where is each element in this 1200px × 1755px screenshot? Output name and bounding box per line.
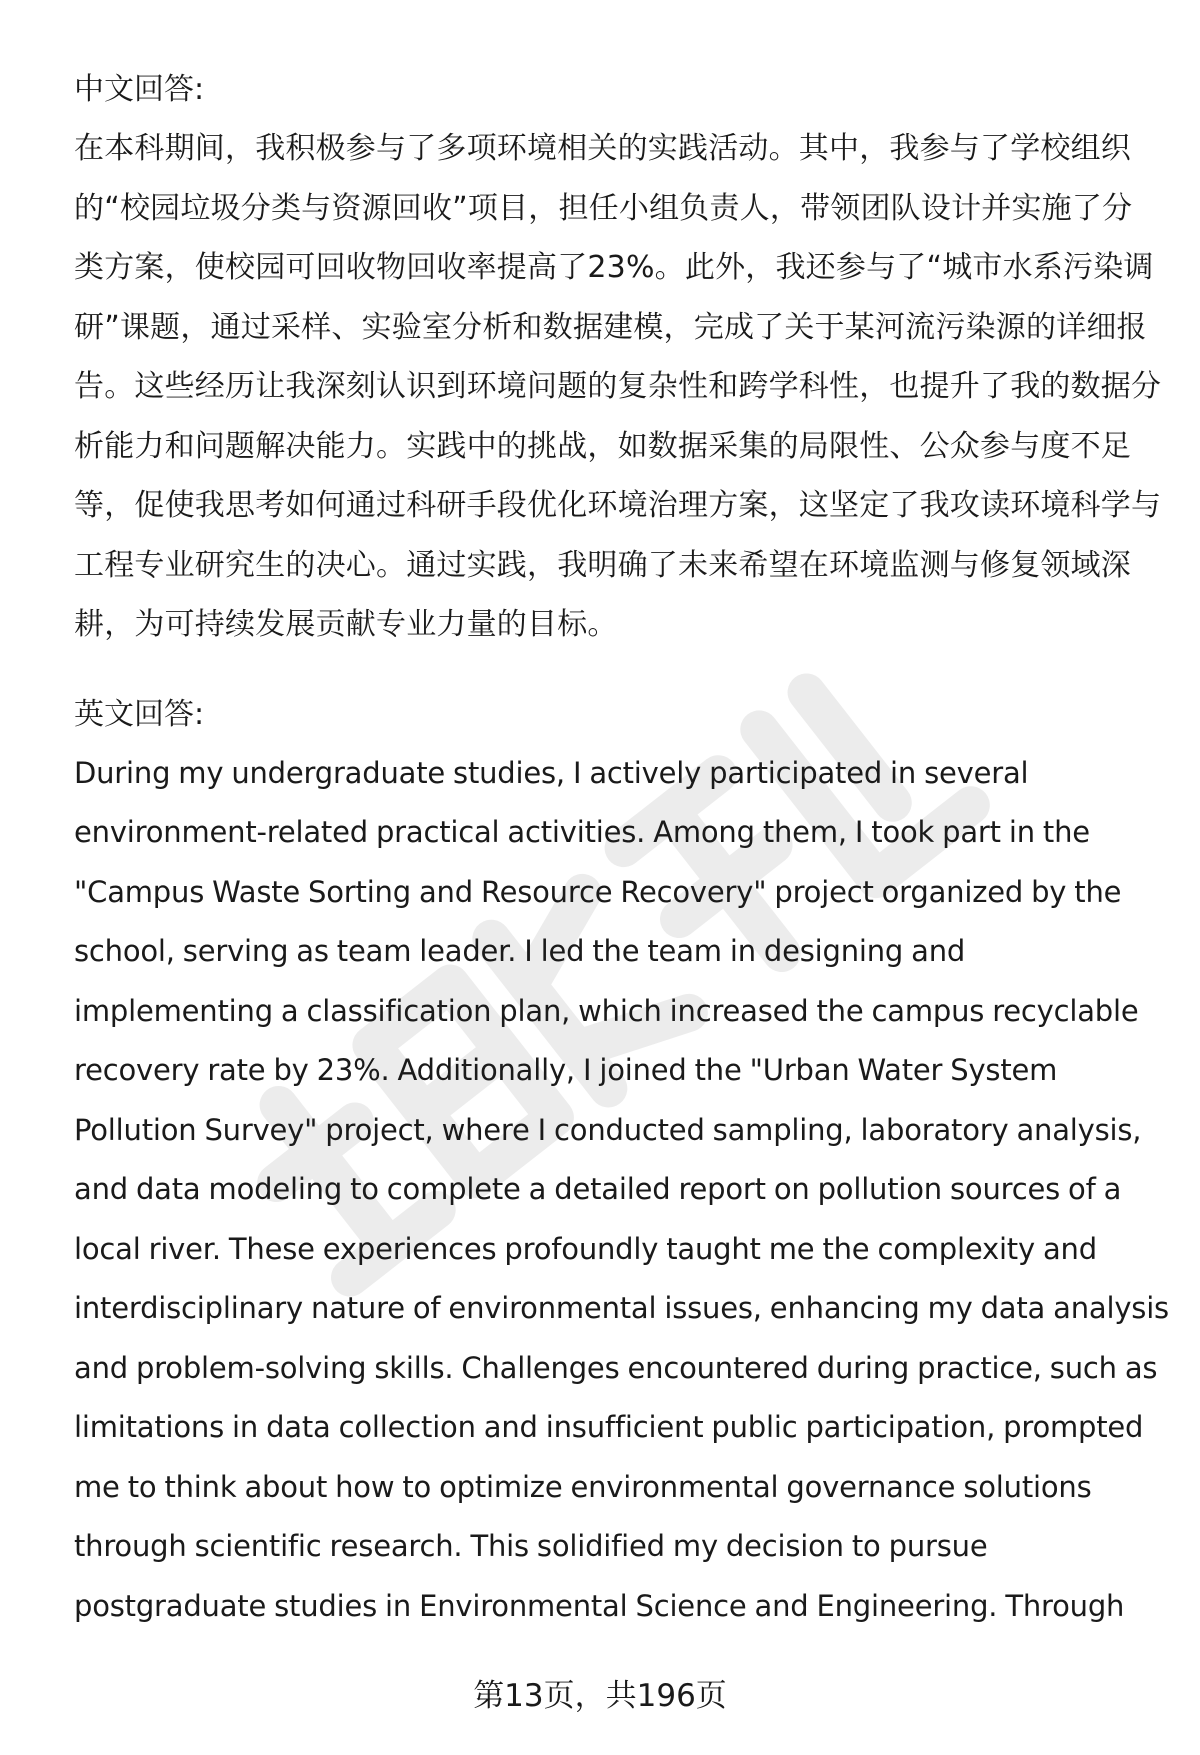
english-line: recovery rate by 23%. Additionally, I joined the "Urban Water System xyxy=(74,1053,1058,1087)
chinese-line: 析能力和问题解决能力。实践中的挑战，如数据采集的局限性、公众参与度不足 xyxy=(74,428,1131,464)
chinese-line: 的“校园垃圾分类与资源回收”项目，担任小组负责人，带领团队设计并实施了分 xyxy=(74,190,1133,226)
chinese-answer-heading: 中文回答: xyxy=(74,72,205,107)
page-number-footer: 第13页，共196页 xyxy=(473,1678,727,1714)
english-line: postgraduate studies in Environmental Science and Engineering. Through xyxy=(74,1588,1125,1623)
chinese-line: 在本科期间，我积极参与了多项环境相关的实践活动。其中，我参与了学校组织 xyxy=(74,131,1131,166)
english-line: me to think about how to optimize environmental governance solutions xyxy=(74,1469,1092,1504)
english-answer-heading: 英文回答: xyxy=(74,696,205,732)
english-line: and data modeling to complete a detailed report on pollution sources of a xyxy=(74,1172,1122,1206)
chinese-line: 工程专业研究生的决心。通过实践，我明确了未来希望在环境监测与修复领域深 xyxy=(74,547,1131,583)
english-answer-paragraph xyxy=(74,744,1169,1637)
chinese-line: 研”课题，通过采样、实验室分析和数据建模，完成了关于某河流污染源的详细报 xyxy=(74,309,1147,345)
english-line: through scientific research. This solidified my decision to pursue xyxy=(74,1529,988,1563)
english-line: and problem-solving skills. Challenges encountered during practice, such as xyxy=(74,1350,1158,1385)
english-line: school, serving as team leader. I led the team in designing and xyxy=(74,934,966,968)
english-line: "Campus Waste Sorting and Resource Recovery" project organized by the xyxy=(74,874,1122,909)
chinese-answer-paragraph xyxy=(74,119,1164,655)
english-line: implementing a classification plan, which increased the campus recyclable xyxy=(74,993,1139,1028)
english-line: interdisciplinary nature of environmental issues, enhancing my data analysis xyxy=(74,1291,1169,1325)
chinese-line: 等，促使我思考如何通过科研手段优化环境治理方案，这坚定了我攻读环境科学与 xyxy=(74,488,1162,523)
chinese-line: 告。这些经历让我深刻认识到环境问题的复杂性和跨学科性，也提升了我的数据分 xyxy=(74,369,1162,404)
chinese-line: 类方案，使校园可回收物回收率提高了23%。此外，我还参与了“城市水系污染调 xyxy=(74,250,1154,285)
english-line: During my undergraduate studies, I actively participated in several xyxy=(74,755,1029,790)
english-line: local river. These experiences profoundly taught me the complexity and xyxy=(74,1231,1097,1266)
content-area xyxy=(74,60,1169,1636)
english-line: Pollution Survey" project, where I conducted sampling, laboratory analysis, xyxy=(74,1112,1142,1147)
english-line: limitations in data collection and insufficient public participation, prompted xyxy=(74,1410,1144,1444)
english-line: environment-related practical activities. Among them, I took part in the xyxy=(74,815,1090,849)
chinese-line: 耕，为可持续发展贡献专业力量的目标。 xyxy=(74,607,618,642)
